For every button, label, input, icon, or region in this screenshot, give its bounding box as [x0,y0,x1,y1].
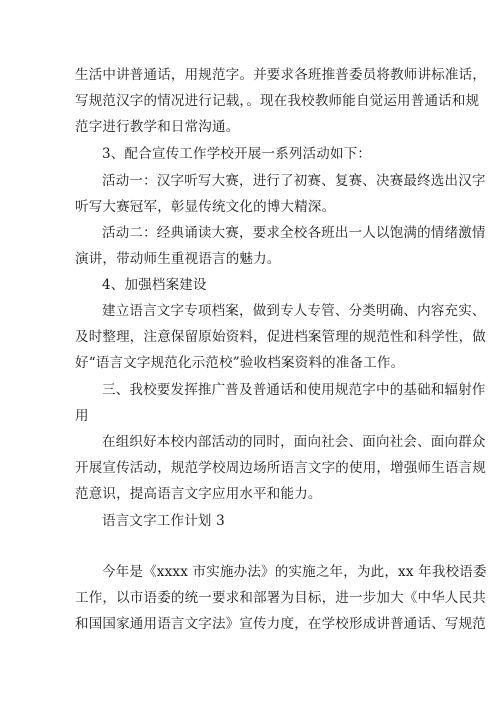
paragraph-line: 听写大赛冠军，彰显传统文化的博大精深。 [75,199,336,215]
document-title: 语言文字工作计划 3 [102,513,225,529]
section-heading-three-cont: 用 [75,408,89,424]
paragraph-line: 范字进行教学和日常沟通。 [75,119,240,135]
paragraph-line: 写规范汉字的情况进行记载，。现在我校教师能自觉运用普通话和规 [75,93,480,109]
paragraph-line: 范意识，提高语言文字应用水平和能力。 [75,486,322,502]
section-heading-three: 三、我校要发挥推广普及普通话和使用规范字中的基础和辐射作 [102,382,486,398]
paragraph-line: 和国国家通用语言文字法》宣传力度，在学校形成讲普通话、写规范 [75,616,486,632]
paragraph-line: 演讲，带动师生重视语言的魅力。 [75,251,281,267]
paragraph-line: 生活中讲普通话，用规范字。并要求各班推普委员将教师讲标准话， [75,67,486,83]
paragraph-line: 好“语言文字规范化示范校”验收档案资料的准备工作。 [75,355,405,371]
paragraph-line: 活动一：汉字听写大赛，进行了初赛、复赛、决赛最终选出汉字 [102,173,486,189]
section-heading-4: 4、加强档案建设 [102,277,207,293]
paragraph-line: 开展宣传活动，规范学校周边场所语言文字的使用，增强师生语言规 [75,460,486,476]
paragraph-line: 活动二：经典诵读大赛，要求全校各班出一人以饱满的情绪激情 [102,225,486,241]
paragraph-line: 在组织好本校内部活动的同时，面向社会、面向社会、面向群众 [102,434,486,450]
paragraph-line: 及时整理，注意保留原始资料，促进档案管理的规范性和科学性，做 [75,329,486,345]
paragraph-line: 建立语言文字专项档案，做到专人专管、分类明确、内容充实、 [102,303,486,319]
paragraph-line: 工作，以市语委的统一要求和部署为目标，进一步加大《中华人民共 [75,590,486,606]
paragraph-line: 今年是《xxxx 市实施办法》的实施之年，为此，xx 年我校语委 [102,564,487,580]
section-heading-3: 3、配合宣传工作学校开展一系列活动如下： [102,146,372,162]
